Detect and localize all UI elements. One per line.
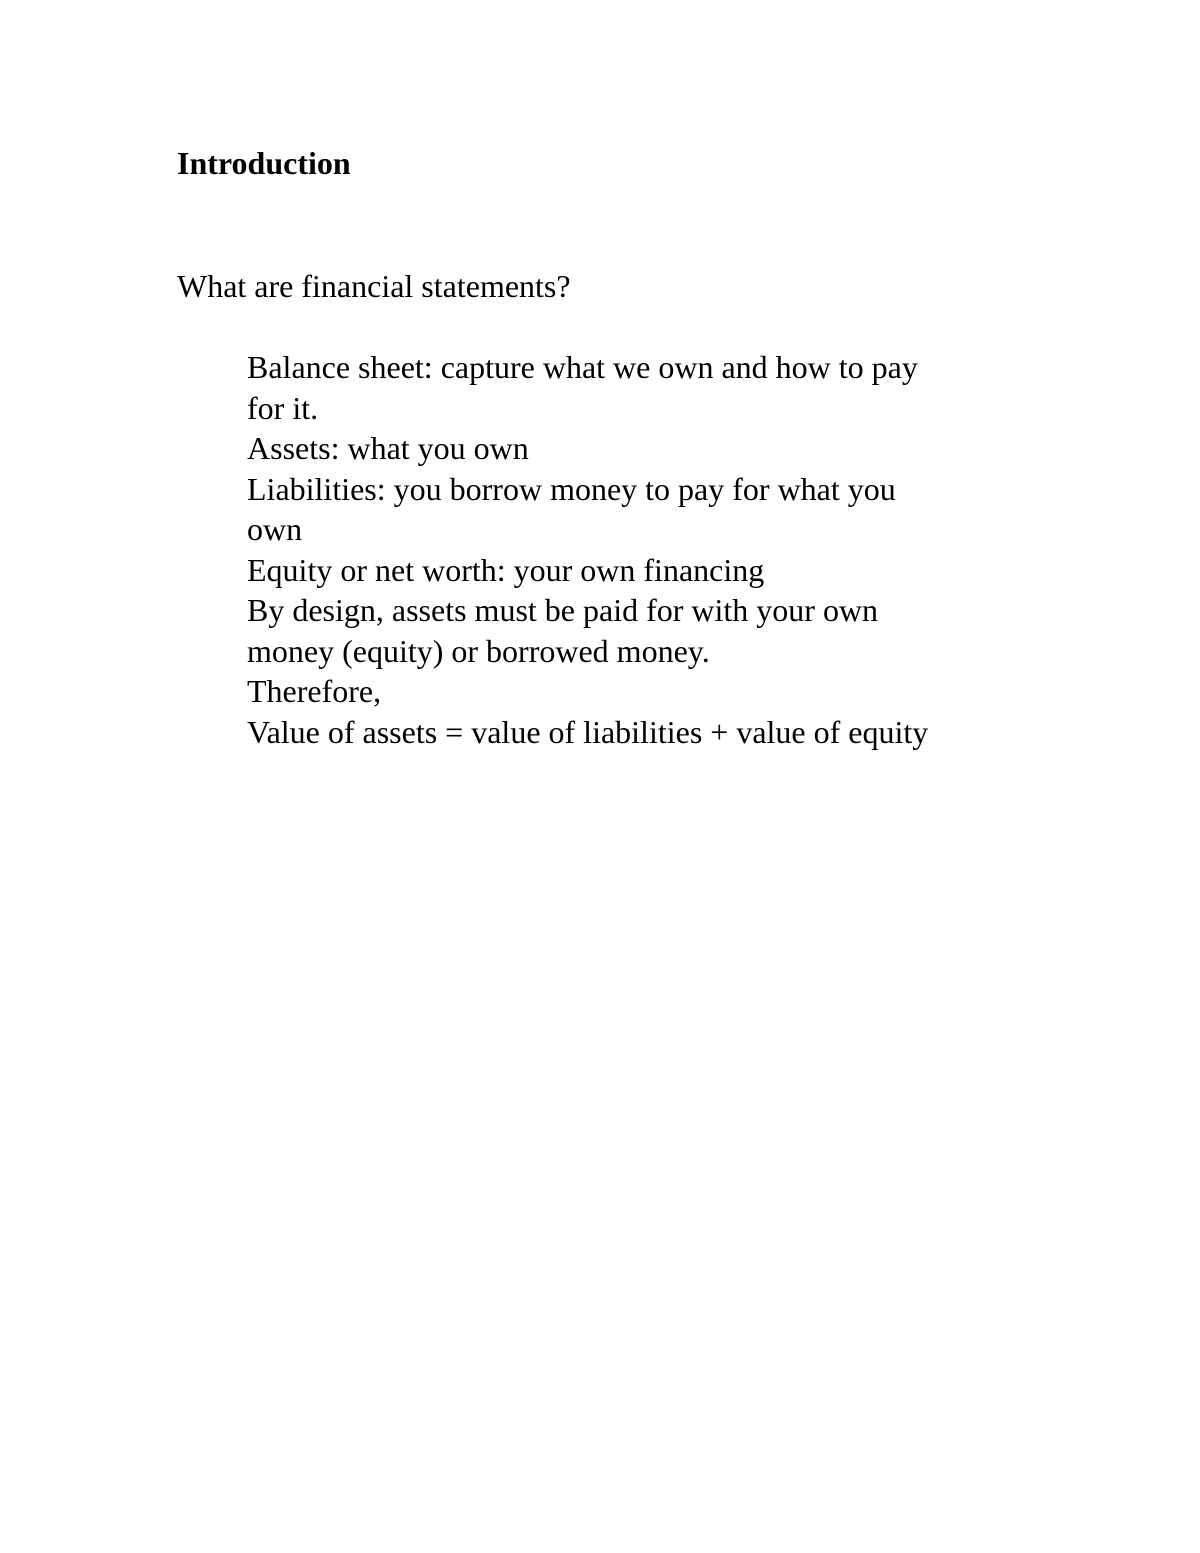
text-line: Value of assets = value of liabilities + value of equity: [247, 713, 929, 750]
text-line: Therefore,: [247, 673, 382, 709]
text-line: own: [247, 511, 303, 547]
text-line: Assets: what you own: [247, 430, 529, 466]
text-line: By design, assets must be paid for with your own: [247, 592, 879, 628]
text-line: Equity or net worth: your own financing: [247, 551, 765, 588]
text-line: money (equity) or borrowed money.: [247, 632, 710, 669]
section-heading: Introduction: [177, 145, 351, 181]
text-line: Balance sheet: capture what we own and how to pay: [247, 349, 918, 385]
text-line: for it.: [247, 389, 319, 426]
text-line: Liabilities: you borrow money to pay for what you: [247, 470, 896, 507]
question-text: What are financial statements?: [177, 268, 571, 304]
indented-text-block: [247, 347, 1047, 752]
